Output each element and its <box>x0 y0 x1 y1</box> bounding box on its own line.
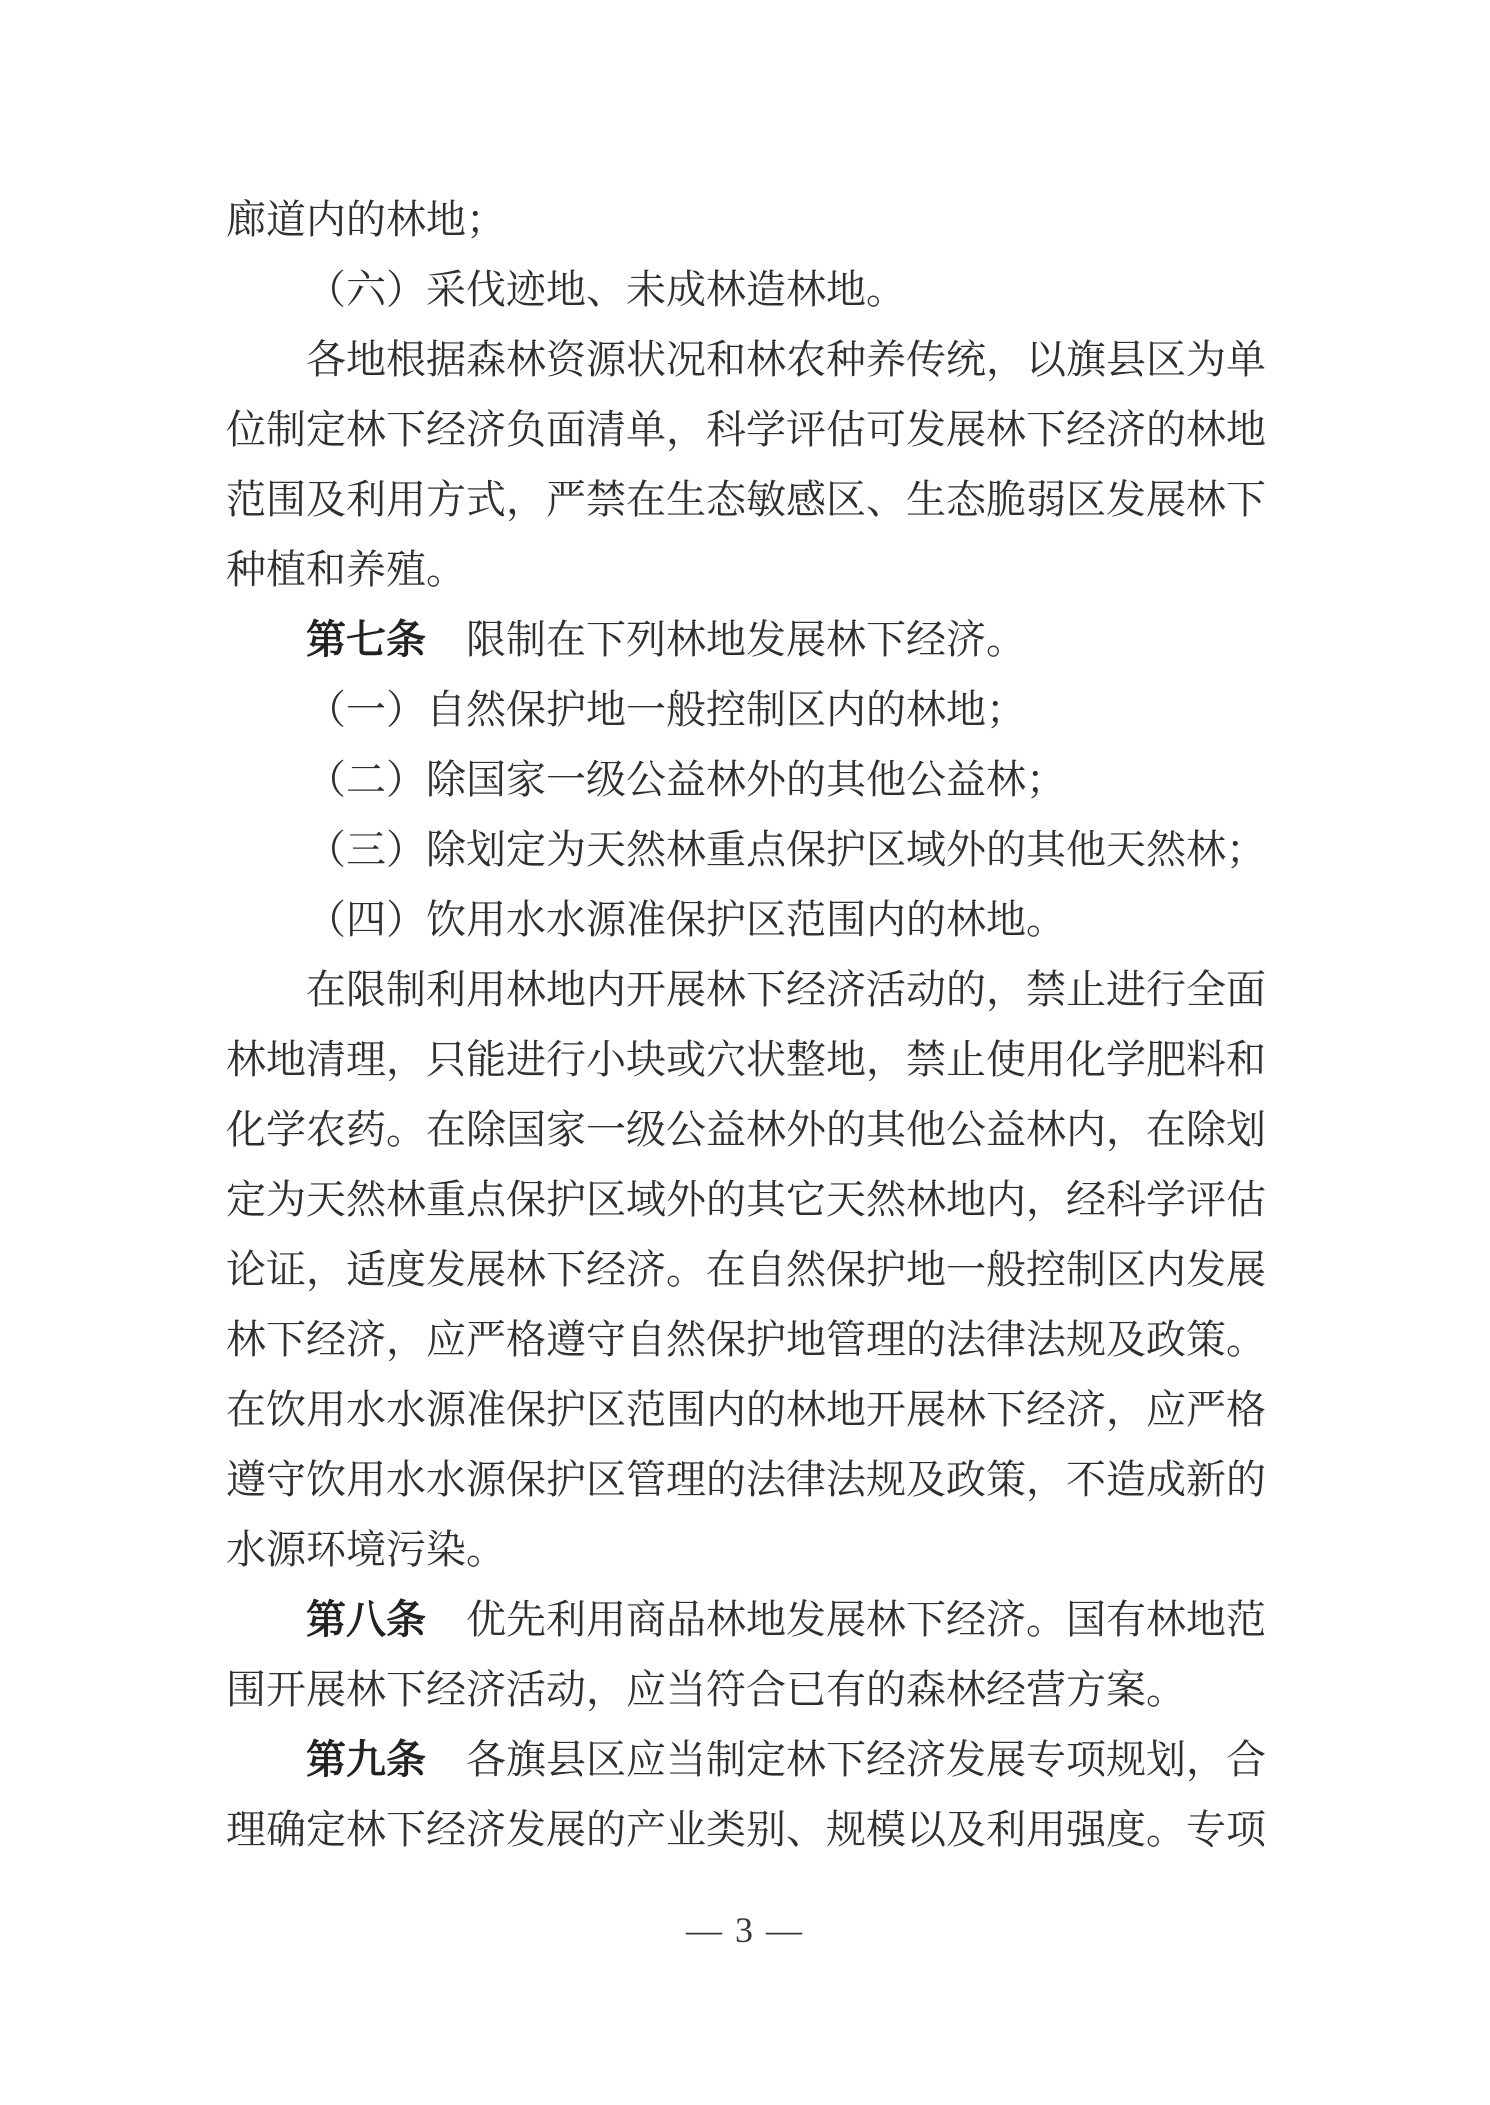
text-line <box>226 1725 1272 1795</box>
article-text: 各旗县区应当制定林下经济发展专项规划，合 <box>426 1737 1266 1782</box>
text-line: 化学农药。在除国家一级公益林外的其他公益林内，在除划 <box>226 1107 1266 1152</box>
article-number: 第七条 <box>306 617 426 662</box>
text-line: （二）除国家一级公益林外的其他公益林； <box>306 757 1066 802</box>
text-line: 在限制利用林地内开展林下经济活动的，禁止进行全面 <box>306 967 1266 1012</box>
text-line: 在饮用水水源准保护区范围内的林地开展林下经济，应严格 <box>226 1387 1266 1432</box>
document-body <box>226 185 1272 1865</box>
article-number: 第九条 <box>306 1737 426 1782</box>
text-line: 种植和养殖。 <box>226 547 466 592</box>
text-line: （六）采伐迹地、未成林造林地。 <box>306 267 906 312</box>
text-line: 围开展林下经济活动，应当符合已有的森林经营方案。 <box>226 1667 1186 1712</box>
text-line: 定为天然林重点保护区域外的其它天然林地内，经科学评估 <box>226 1177 1266 1222</box>
text-line <box>226 605 1272 675</box>
article-number: 第八条 <box>306 1597 426 1642</box>
text-line: 林下经济，应严格遵守自然保护地管理的法律法规及政策。 <box>226 1317 1266 1362</box>
text-line: 遵守饮用水水源保护区管理的法律法规及政策，不造成新的 <box>226 1457 1266 1502</box>
article-text: 限制在下列林地发展林下经济。 <box>426 617 1026 662</box>
text-line: 理确定林下经济发展的产业类别、规模以及利用强度。专项 <box>226 1807 1266 1852</box>
page-number: — 3 — <box>686 1910 804 1950</box>
text-line <box>226 1585 1272 1655</box>
text-line: 论证，适度发展林下经济。在自然保护地一般控制区内发展 <box>226 1247 1266 1292</box>
text-line: （三）除划定为天然林重点保护区域外的其他天然林； <box>306 827 1266 872</box>
text-line: 范围及利用方式，严禁在生态敏感区、生态脆弱区发展林下 <box>226 477 1266 522</box>
text-line: （四）饮用水水源准保护区范围内的林地。 <box>306 897 1066 942</box>
text-line: 各地根据森林资源状况和林农种养传统，以旗县区为单 <box>306 337 1266 382</box>
text-line: 林地清理，只能进行小块或穴状整地，禁止使用化学肥料和 <box>226 1037 1266 1082</box>
article-text: 优先利用商品林地发展林下经济。国有林地范 <box>426 1597 1266 1642</box>
text-line: 廊道内的林地； <box>226 197 506 242</box>
text-line: 水源环境污染。 <box>226 1527 506 1572</box>
text-line: 位制定林下经济负面清单，科学评估可发展林下经济的林地 <box>226 407 1266 452</box>
text-line: （一）自然保护地一般控制区内的林地； <box>306 687 1026 732</box>
